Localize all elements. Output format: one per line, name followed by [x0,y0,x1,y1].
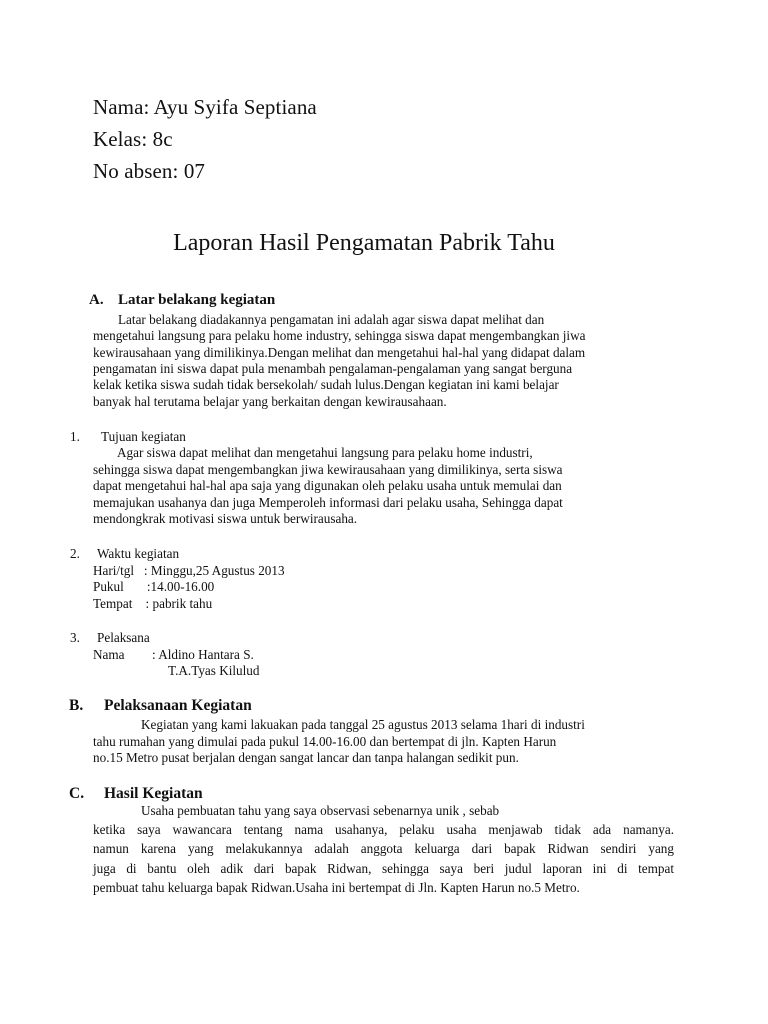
section-a-line: kelak ketika siswa sudah tidak bersekolah/ sudah lulus.Dengan kegiatan ini kami belajar [93,377,559,392]
section-a-line: mengetahui langsung para pelaku home industry, sehingga siswa dapat mengembangkan jiwa [93,328,586,343]
executor-label: Nama [93,647,125,662]
section-a-heading: Latar belakang kegiatan [118,292,276,308]
item-3-marker: 3. [70,630,80,645]
item-2-marker: 2. [70,546,80,561]
item-1-line: mendongkrak motivasi siswa untuk berwirausaha. [93,511,358,526]
schedule-row-time: Pukul :14.00-16.00 [93,579,215,594]
executor-name-2: T.A.Tyas Kilulud [168,663,260,678]
schedule-row-place: Tempat : pabrik tahu [93,596,213,611]
section-b-line: no.15 Metro pusat berjalan dengan sangat lancar dan tanpa halangan sedikit pun. [93,750,519,765]
section-c-line: Usaha pembuatan tahu yang saya observasi sebenarnya unik , sebab [141,803,500,818]
executor-name-1: : Aldino Hantara S. [152,647,254,662]
item-1-line: dapat mengetahui hal-hal apa saja yang digunakan oleh pelaku usaha untuk memulai dan [93,478,562,493]
section-c-heading: Hasil Kegiatan [104,785,203,802]
section-b-marker: B. [69,697,84,714]
section-c-marker: C. [69,785,85,802]
section-c-line: ketika saya wawancara tentang nama usahanya, pelaku usaha menjawab tidak ada namanya. [93,822,674,837]
item-1-line: memajukan usahanya dan juga Memperoleh informasi dari pelaku usaha, Sehingga dapat [93,495,563,510]
section-b-line: Kegiatan yang kami lakuakan pada tanggal 25 agustus 2013 selama 1hari di industri [141,717,585,732]
student-name: Nama: Ayu Syifa Septiana [93,95,317,119]
section-c-line: namun karena yang melakukannya adalah anggota keluarga dari bapak Ridwan sendiri yang [93,841,674,856]
section-a-line: banyak hal terutama belajar yang berkaitan dengan kewirausahaan. [93,394,447,409]
item-2-heading: Waktu kegiatan [97,546,180,561]
section-a-line: Latar belakang diadakannya pengamatan ini adalah agar siswa dapat melihat dan [118,312,545,327]
section-c-line: pembuat tahu keluarga bapak Ridwan.Usaha ini bertempat di Jln. Kapten Harun no.5 Metro. [93,880,580,895]
section-b-heading: Pelaksanaan Kegiatan [104,697,252,714]
item-1-line: Agar siswa dapat melihat dan mengetahui langsung para pelaku home industri, [117,445,533,460]
student-class: Kelas: 8c [93,127,173,151]
section-c-line: juga di bantu oleh adik dari bapak Ridwan, sehingga saya beri judul laporan ini di tempat [93,861,674,876]
section-a-line: kewirausahaan yang dimilikinya.Dengan melihat dan mengetahui hal-hal yang didapat dalam [93,345,586,360]
item-1-line: sehingga siswa dapat mengembangkan jiwa kewirausahaan yang dimilikinya, serta siswa [93,462,563,477]
section-a-line: pengamatan ini siswa dapat pula menambah pengalaman-pengalaman yang sangat berguna [93,361,573,376]
section-a-marker: A. [89,292,104,308]
student-absence-number: No absen: 07 [93,159,206,183]
item-1-heading: Tujuan kegiatan [101,429,186,444]
section-b-line: tahu rumahan yang dimulai pada pukul 14.00-16.00 dan bertempat di jln. Kapten Harun [93,734,557,749]
item-1-marker: 1. [70,429,80,444]
schedule-row-date: Hari/tgl : Minggu,25 Agustus 2013 [93,563,285,578]
page-title: Laporan Hasil Pengamatan Pabrik Tahu [173,230,555,256]
item-3-heading: Pelaksana [97,630,150,645]
